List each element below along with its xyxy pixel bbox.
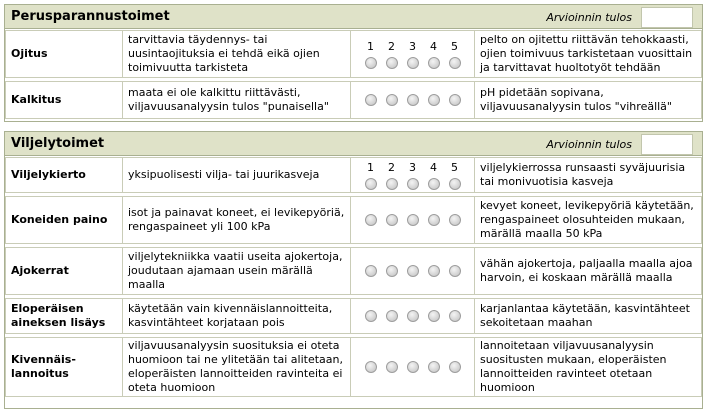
table-row	[5, 196, 702, 244]
rating-radio-4[interactable]	[428, 57, 440, 69]
rating-radio-5[interactable]	[449, 265, 461, 277]
row-low-description: käytetään vain kivennäislannoitteita, kasvintähteet korjataan pois	[123, 298, 351, 334]
table-row	[5, 337, 702, 397]
section-perusparannustoimet	[4, 4, 703, 122]
rating-radio-2[interactable]	[386, 265, 398, 277]
row-low-description: tarvittavia täydennys- tai uusintaojituksia ei tehdä eikä ojien toimivuutta tarkisteta	[123, 30, 351, 78]
rating-radio-2[interactable]	[386, 361, 398, 373]
rating-radio-3[interactable]	[407, 310, 419, 322]
section-header	[5, 132, 702, 156]
row-low-description: viljelytekniikka vaatii useita ajokertoja, joudutaan ajamaan usein märällä maalla	[123, 247, 351, 295]
scale-number: 3	[409, 160, 416, 174]
rating-scale	[351, 81, 475, 119]
evaluation-result-label: Arvioinnin tulos	[546, 11, 632, 24]
rating-scale	[351, 298, 475, 334]
rating-radio-1[interactable]	[365, 310, 377, 322]
scale-number: 4	[430, 39, 437, 53]
scale-number: 4	[430, 160, 437, 174]
rating-radio-2[interactable]	[386, 57, 398, 69]
scale-number: 5	[451, 39, 458, 53]
row-name: Koneiden paino	[5, 196, 123, 244]
row-high-description: pH pidetään sopivana, viljavuusanalyysin tulos "vihreällä"	[475, 81, 702, 119]
row-high-description: lannoitetaan viljavuusanalyysin suositusten mukaan, eloperäisten lannoitteiden ravinteet otetaan huomioon	[475, 337, 702, 397]
row-name: Ajokerrat	[5, 247, 123, 295]
rating-radio-2[interactable]	[386, 94, 398, 106]
rating-radio-3[interactable]	[407, 361, 419, 373]
rating-radio-1[interactable]	[365, 265, 377, 277]
rating-radio-3[interactable]	[407, 214, 419, 226]
scale-number: 1	[367, 39, 374, 53]
row-low-description: viljavuusanalyysin suosituksia ei oteta huomioon tai ne ylitetään tai alitetaan, eloperäisten lannoitteiden ravinteita ei oteta huomioon	[123, 337, 351, 397]
rating-radio-3[interactable]	[407, 265, 419, 277]
row-high-description: pelto on ojitettu riittävän tehokkaasti, ojien toimivuus tarkistetaan vuosittain ja tarvittavat huoltotyöt tehdään	[475, 30, 702, 78]
rating-radio-3[interactable]	[407, 57, 419, 69]
section-viljelytoimet	[4, 131, 703, 409]
rating-radio-2[interactable]	[386, 178, 398, 190]
rating-scale	[351, 337, 475, 397]
row-high-description: kevyet koneet, levikepyöriä käytetään, rengaspaineet olosuhteiden mukaan, märällä maalla 50 kPa	[475, 196, 702, 244]
scale-number: 3	[409, 39, 416, 53]
scale-number: 1	[367, 160, 374, 174]
row-name: Viljelykierto	[5, 157, 123, 193]
row-low-description: maata ei ole kalkittu riittävästi, viljavuusanalyysin tulos "punaisella"	[123, 81, 351, 119]
rating-radio-4[interactable]	[428, 94, 440, 106]
scale-number: 2	[388, 39, 395, 53]
rating-radio-1[interactable]	[365, 178, 377, 190]
rating-radio-5[interactable]	[449, 94, 461, 106]
rating-radio-2[interactable]	[386, 214, 398, 226]
table-row	[5, 81, 702, 119]
row-low-description: isot ja painavat koneet, ei levikepyöriä, rengaspaineet yli 100 kPa	[123, 196, 351, 244]
evaluation-result-box	[641, 134, 693, 155]
scale-number: 2	[388, 160, 395, 174]
rating-radio-5[interactable]	[449, 361, 461, 373]
rating-radio-4[interactable]	[428, 178, 440, 190]
assessment-table	[5, 27, 702, 122]
scale-numbers	[351, 40, 474, 54]
rating-radio-3[interactable]	[407, 178, 419, 190]
rating-radio-5[interactable]	[449, 57, 461, 69]
table-row	[5, 247, 702, 295]
evaluation-result-label: Arvioinnin tulos	[546, 138, 632, 151]
row-high-description: karjanlantaa käytetään, kasvintähteet sekoitetaan maahan	[475, 298, 702, 334]
row-high-description: viljelykierrossa runsaasti syväjuurisia tai monivuotisia kasveja	[475, 157, 702, 193]
table-row	[5, 30, 702, 78]
rating-scale	[351, 196, 475, 244]
table-row	[5, 157, 702, 193]
rating-radio-5[interactable]	[449, 310, 461, 322]
rating-radio-4[interactable]	[428, 361, 440, 373]
rating-scale	[351, 247, 475, 295]
evaluation-result-box	[641, 7, 693, 28]
rating-radio-4[interactable]	[428, 265, 440, 277]
assessment-table	[5, 154, 702, 400]
rating-radio-3[interactable]	[407, 94, 419, 106]
rating-radio-1[interactable]	[365, 214, 377, 226]
rating-radio-1[interactable]	[365, 94, 377, 106]
rating-scale	[351, 30, 475, 78]
row-name: Ojitus	[5, 30, 123, 78]
rating-radio-2[interactable]	[386, 310, 398, 322]
table-row	[5, 298, 702, 334]
row-name: Kivennäis-lannoitus	[5, 337, 123, 397]
rating-radio-5[interactable]	[449, 214, 461, 226]
scale-number: 5	[451, 160, 458, 174]
rating-radio-4[interactable]	[428, 310, 440, 322]
section-header	[5, 5, 702, 29]
rating-radio-4[interactable]	[428, 214, 440, 226]
row-name: Eloperäisen aineksen lisäys	[5, 298, 123, 334]
rating-radio-1[interactable]	[365, 361, 377, 373]
row-low-description: yksipuolisesti vilja- tai juurikasveja	[123, 157, 351, 193]
section-title: Perusparannustoimet	[11, 9, 170, 24]
rating-radio-5[interactable]	[449, 178, 461, 190]
section-title: Viljelytoimet	[11, 136, 105, 151]
rating-scale	[351, 157, 475, 193]
rating-radio-1[interactable]	[365, 57, 377, 69]
row-name: Kalkitus	[5, 81, 123, 119]
row-high-description: vähän ajokertoja, paljaalla maalla ajoa harvoin, ei koskaan märällä maalla	[475, 247, 702, 295]
scale-numbers	[351, 161, 474, 175]
